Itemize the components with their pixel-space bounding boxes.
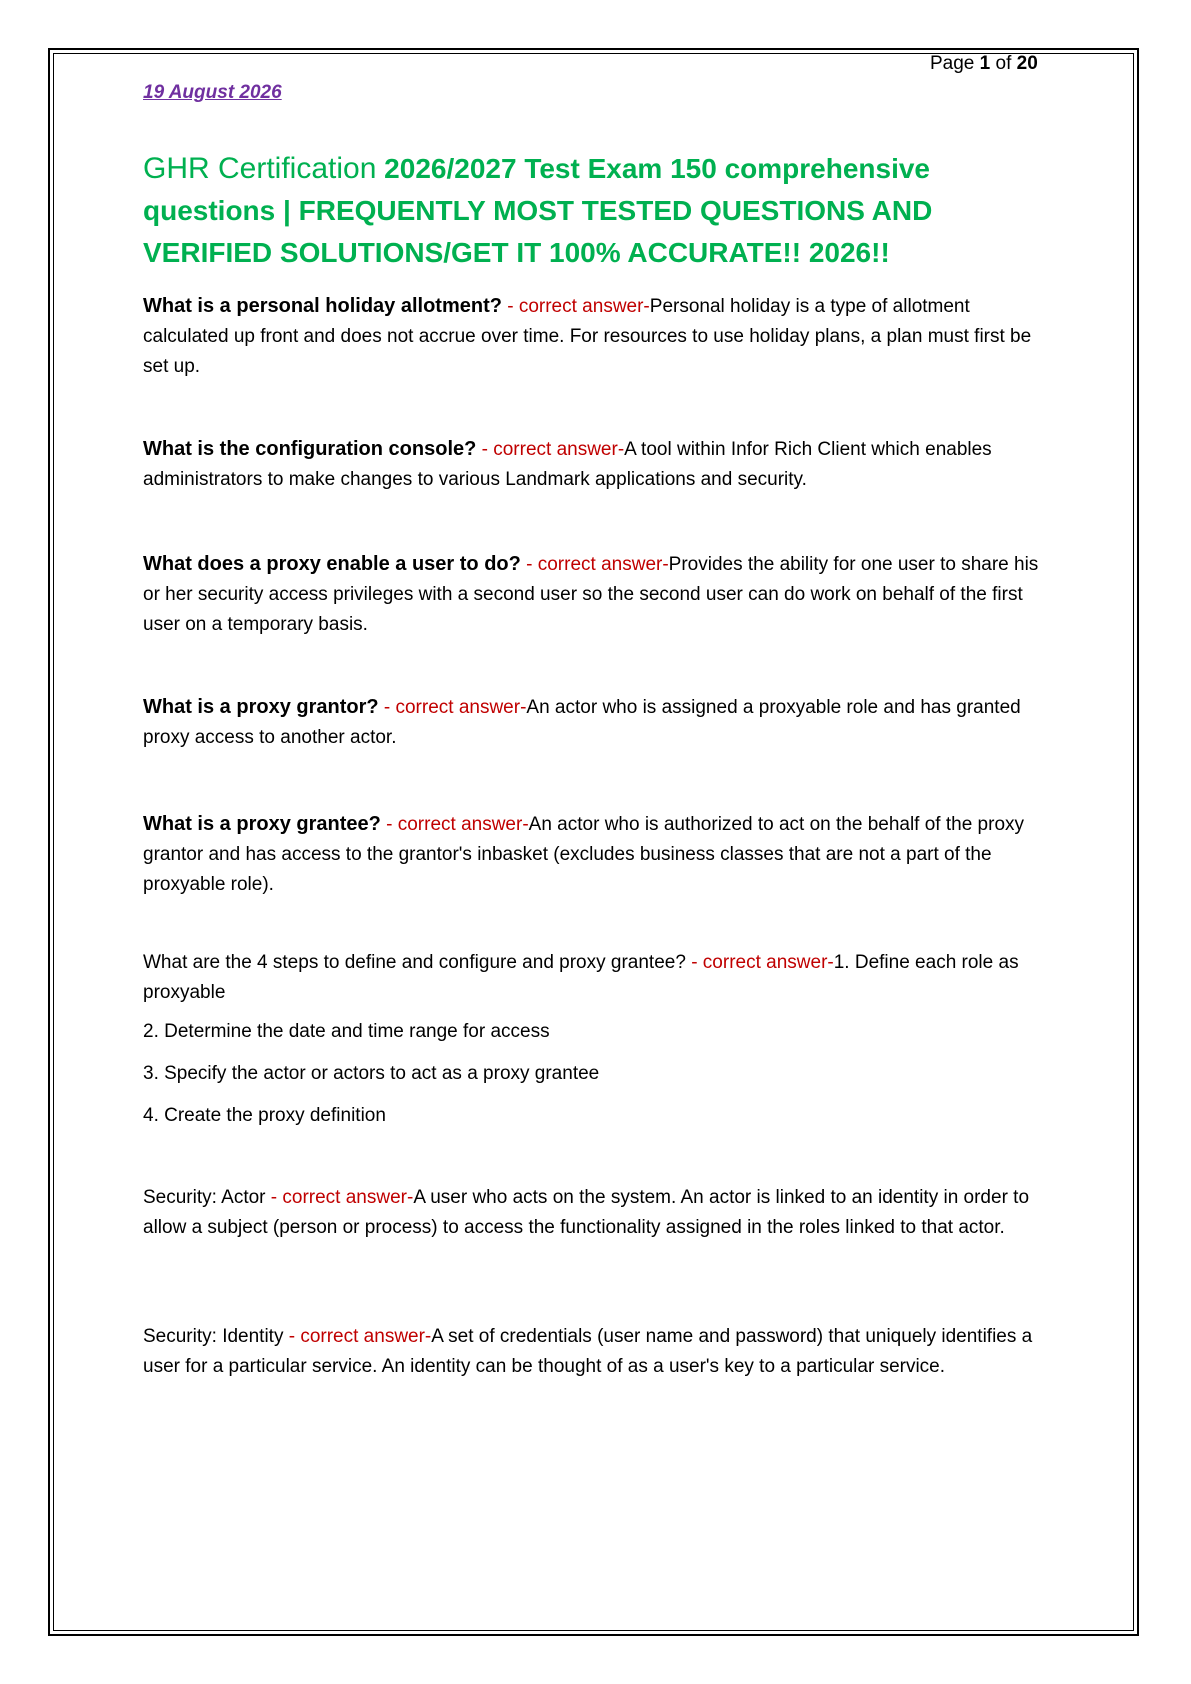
- question: What is the configuration console?: [143, 438, 477, 460]
- question: What are the 4 steps to define and configure and proxy grantee?: [143, 952, 686, 973]
- answer: Personal holiday is a type of allotment calculated up front and does not accrue over time. For resources to use holiday plans, a plan must first be set up.: [143, 296, 1032, 377]
- answer-marker: - correct answer-: [283, 1326, 432, 1347]
- qa-item: [143, 1322, 1053, 1382]
- document-title: [143, 148, 1043, 274]
- answer-marker: - correct answer-: [265, 1187, 414, 1208]
- question: Security: Identity: [143, 1326, 284, 1347]
- answer: An actor who is assigned a proxyable role and has granted proxy access to another actor.: [143, 697, 1021, 748]
- qa-item: [143, 809, 1053, 900]
- answer-marker: - correct answer-: [476, 439, 625, 460]
- answer-marker: - correct answer-: [520, 554, 669, 575]
- qa-item: [143, 549, 1053, 640]
- answer-marker: - correct answer-: [501, 296, 650, 317]
- answer-marker: - correct answer-: [378, 697, 527, 718]
- qa-item: [143, 291, 1053, 382]
- answer: A set of credentials (user name and password) that uniquely identifies a user for a particular service. An identity can be thought of as a user's key to a particular service.: [143, 1326, 1033, 1377]
- list-item: 3. Specify the actor or actors to act as a proxy grantee: [143, 1063, 600, 1084]
- answer: A user who acts on the system. An actor is linked to an identity in order to allow a subject (person or process) to access the functionality assigned in the roles linked to that actor.: [143, 1187, 1030, 1238]
- title-rest: 2026/2027 Test Exam 150 comprehensive questions | FREQUENTLY MOST TESTED QUESTIONS AND VERIFIED SOLUTIONS/GET IT 100% ACCURATE!! 2026!!: [143, 153, 933, 268]
- qa-item: [143, 434, 1053, 495]
- question: What does a proxy enable a user to do?: [143, 553, 521, 575]
- list-item: 4. Create the proxy definition: [143, 1105, 386, 1126]
- qa-item: [143, 948, 1053, 1008]
- question: Security: Actor: [143, 1187, 266, 1208]
- answer-marker: - correct answer-: [380, 814, 529, 835]
- qa-item: [143, 692, 1053, 753]
- question: What is a proxy grantee?: [143, 813, 381, 835]
- answer: Provides the ability for one user to share his or her security access privileges with a second user so the second user can do work on behalf of the first user on a temporary basis.: [143, 554, 1039, 635]
- question: What is a personal holiday allotment?: [143, 295, 502, 317]
- title-lead: GHR Certification: [143, 152, 377, 185]
- question: What is a proxy grantor?: [143, 696, 379, 718]
- answer: An actor who is authorized to act on the behalf of the proxy grantor and has access to the grantor's inbasket (excludes business classes that are not a part of the proxyable role).: [143, 814, 1025, 895]
- page-number: Page 1 of 20: [930, 53, 1038, 74]
- document-date: 19 August 2026: [143, 82, 282, 103]
- qa-item: [143, 1183, 1053, 1243]
- list-item: 2. Determine the date and time range for access: [143, 1021, 550, 1042]
- answer: A tool within Infor Rich Client which enables administrators to make changes to various Landmark applications and security.: [143, 439, 992, 490]
- answer-marker: - correct answer-: [685, 952, 834, 973]
- answer: 1. Define each role as proxyable: [143, 952, 1019, 1003]
